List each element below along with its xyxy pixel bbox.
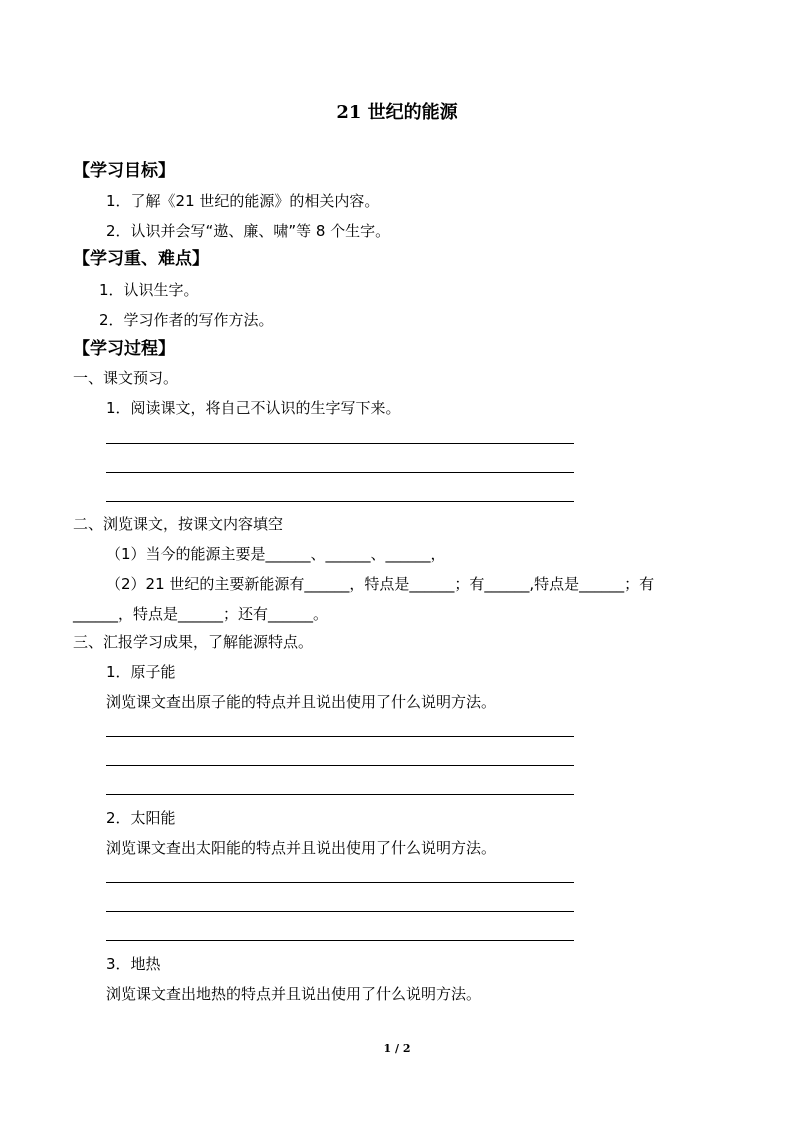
answer-line [106,794,574,795]
fill-blank-2: （2）21 世纪的主要新能源有______，特点是______；有______,特点是______；有 [106,575,655,593]
answer-line [106,882,574,883]
goals-heading: 【学习目标】 [73,161,175,181]
energy-item-prompt: 浏览课文查出地热的特点并且说出使用了什么说明方法。 [106,985,482,1003]
section-2-heading: 二、浏览课文，按课文内容填空 [73,515,284,533]
focus-item-1: 1．认识生字。 [99,281,199,299]
answer-line [106,736,574,737]
energy-item-title: 3．地热 [106,955,161,973]
section-1-question-1: 1．阅读课文，将自己不认识的生字写下来。 [106,399,401,417]
answer-line [106,501,574,502]
focus-heading: 【学习重、难点】 [73,249,209,269]
goal-item-1: 1．了解《21 世纪的能源》的相关内容。 [106,192,380,210]
fill-blank-2-continued: ______，特点是______；还有______。 [73,605,329,623]
focus-item-2: 2．学习作者的写作方法。 [99,311,274,329]
goal-item-2: 2．认识并会写“遨、廉、啸”等 8 个生字。 [106,222,391,240]
answer-line [106,911,574,912]
energy-item-title: 2．太阳能 [106,809,176,827]
energy-item-prompt: 浏览课文查出原子能的特点并且说出使用了什么说明方法。 [106,693,497,711]
section-1-heading: 一、课文预习。 [73,369,179,387]
section-3-heading: 三、汇报学习成果，了解能源特点。 [73,633,314,651]
page-number: 1 / 2 [383,1042,411,1055]
energy-item-prompt: 浏览课文查出太阳能的特点并且说出使用了什么说明方法。 [106,839,497,857]
answer-line [106,765,574,766]
answer-line [106,443,574,444]
answer-line [106,472,574,473]
process-heading: 【学习过程】 [73,339,175,359]
answer-line [106,940,574,941]
energy-item-title: 1．原子能 [106,663,176,681]
fill-blank-1: （1）当今的能源主要是______、______、______， [106,545,446,563]
page-title: 21 世纪的能源 [336,102,458,123]
